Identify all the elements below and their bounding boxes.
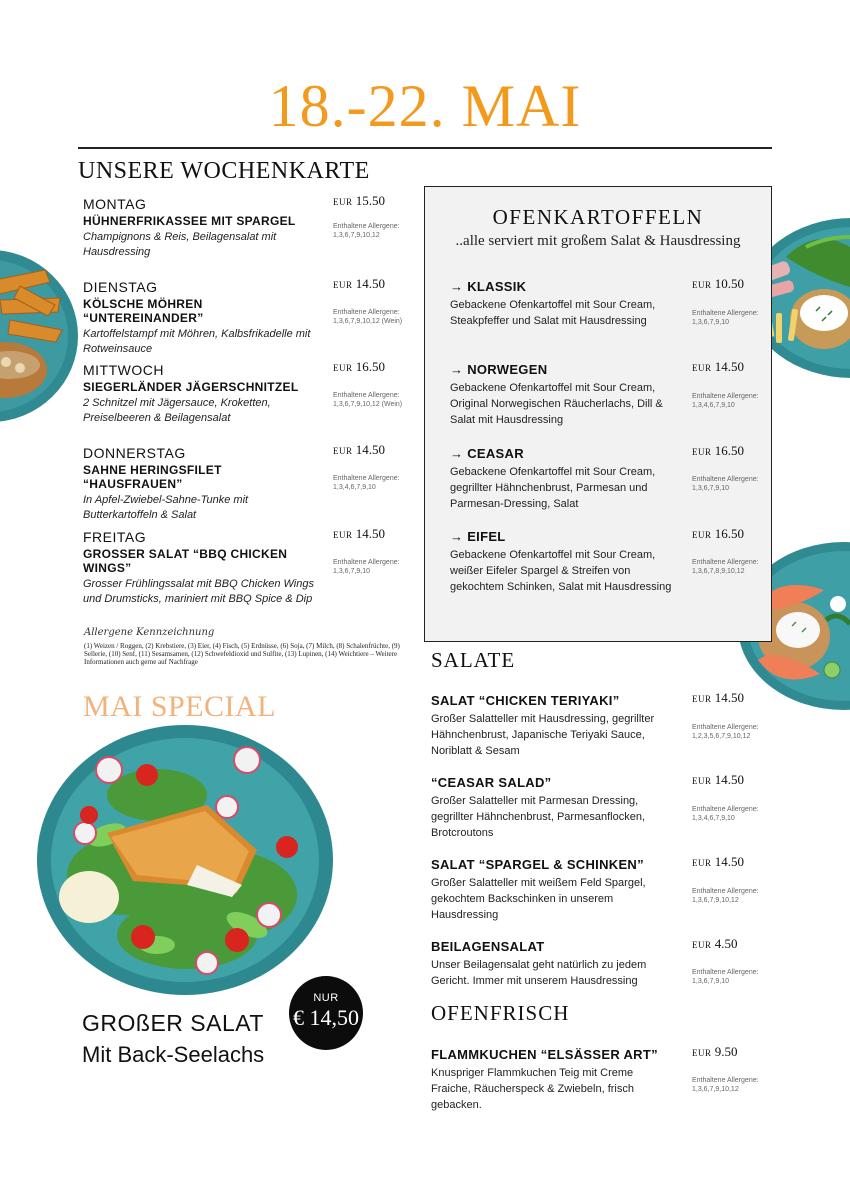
salat-item-name: BEILAGENSALAT xyxy=(431,939,545,954)
price-klassik: EUR 10.50 xyxy=(692,276,744,291)
allergen-legend-text: (1) Weizen / Roggen, (2) Krebstiere, (3) Eier, (4) Fisch, (5) Erdnüsse, (6) Soja, (7) Milch, (8) Schalenfrüchte, (9) Sellerie, (10) Senf, (11) Sesamsamen, (12) Schwefeldioxid und Sulfite, (13) Lupinen, (14) Weichtiere – Weitere Informationen auch gerne auf Nachfrage xyxy=(84,642,400,666)
allergens-flammkuchen: Enthaltene Allergene: 1,3,6,7,9,10,12 xyxy=(692,1077,759,1093)
allergens-dienstag: Enthaltene Allergene: 1,3,6,7,9,10,12 (Wein) xyxy=(333,309,403,325)
price-spargel: EUR 14.50 xyxy=(692,854,744,869)
badge-label: NUR xyxy=(313,992,339,1004)
day-name: FREITAG xyxy=(83,529,147,545)
salate-heading: SALATE xyxy=(431,648,516,672)
price-eifel: EUR 16.50 xyxy=(692,526,744,541)
ofenfrisch-heading: OFENFRISCH xyxy=(431,1001,570,1025)
mai-special-plate-image xyxy=(37,725,333,995)
allergens-montag: Enthaltene Allergene: 1,3,6,7,9,10,12 xyxy=(333,223,400,239)
dish-name: SAHNE HERINGSFILET “HAUSFRAUEN” xyxy=(83,463,222,491)
price-freitag: EUR 14.50 xyxy=(333,526,385,541)
ofen-item-description: Gebackene Ofenkartoffel mit Sour Cream, Original Norwegischen Räucherlachs, Dill & Salat mit Hausdressing xyxy=(450,382,663,426)
allergens-mittwoch: Enthaltene Allergene: 1,3,6,7,9,10,12 (Wein) xyxy=(333,392,403,408)
ofenkartoffeln-subtitle: ..alle serviert mit großem Salat & Hausdressing xyxy=(455,233,741,249)
salat-item-name: SALAT “CHICKEN TERIYAKI” xyxy=(431,693,620,708)
dish-description: 2 Schnitzel mit Jägersauce, Kroketten, Preiselbeeren & Beilagensalat xyxy=(83,397,271,424)
allergens-norwegen: Enthaltene Allergene: 1,3,4,6,7,9,10 xyxy=(692,393,759,409)
ofen-item-norwegen xyxy=(450,362,685,428)
ofen-item-name: → CEASAR xyxy=(450,446,524,461)
allergens-eifel: Enthaltene Allergene: 1,3,6,7,8,9,10,12 xyxy=(692,559,759,575)
dish-name: GROSSER SALAT “BBQ CHICKEN WINGS” xyxy=(83,547,288,575)
day-name: DONNERSTAG xyxy=(83,445,186,461)
menu-item-donnerstag xyxy=(83,445,323,523)
allergens-donnerstag: Enthaltene Allergene: 1,3,4,6,7,9,10 xyxy=(333,475,400,491)
potato-wedges-plate-image xyxy=(0,250,80,422)
salat-item-beilagensalat xyxy=(431,939,661,989)
allergens-ceasar: Enthaltene Allergene: 1,3,6,7,9,10 xyxy=(692,476,759,492)
ofenfrisch-item-name: FLAMMKUCHEN “ELSÄSSER ART” xyxy=(431,1047,658,1062)
allergens-freitag: Enthaltene Allergene: 1,3,6,7,9,10 xyxy=(333,559,400,575)
ofen-item-description: Gebackene Ofenkartoffel mit Sour Cream, gegrillter Hähnchenbrust, Parmesan und Parmesan-Dressing, Salat xyxy=(450,466,656,510)
price-beilagensalat: EUR 4.50 xyxy=(692,936,738,951)
price-norwegen: EUR 14.50 xyxy=(692,359,744,374)
menu-item-dienstag xyxy=(83,279,323,357)
dish-description: Champignons & Reis, Beilagensalat mit Hausdressing xyxy=(83,231,277,258)
menu-item-mittwoch xyxy=(83,362,323,426)
allergens-teriyaki: Enthaltene Allergene: 1,2,3,5,6,7,9,10,12 xyxy=(692,724,759,740)
dish-description: In Apfel-Zwiebel-Sahne-Tunke mit Butterkartoffeln & Salat xyxy=(83,494,249,521)
dish-name: HÜHNERFRIKASSEE MIT SPARGEL xyxy=(83,214,296,228)
salat-item-spargel xyxy=(431,857,661,923)
salat-item-description: Unser Beilagensalat geht natürlich zu jedem Gericht. Immer mit unserem Hausdressing xyxy=(431,959,647,987)
price-ceasar: EUR 16.50 xyxy=(692,443,744,458)
week-menu-heading: UNSERE WOCHENKARTE xyxy=(78,158,370,184)
price-flammkuchen: EUR 9.50 xyxy=(692,1044,738,1059)
salat-item-teriyaki xyxy=(431,693,661,759)
special-price-badge xyxy=(289,976,363,1050)
dish-name: KÖLSCHE MÖHREN “UNTEREINANDER” xyxy=(83,297,204,325)
menu-item-freitag xyxy=(83,529,323,607)
allergens-ceasar-salad: Enthaltene Allergene: 1,3,4,6,7,9,10 xyxy=(692,806,759,822)
ofenfrisch-item-description: Knuspriger Flammkuchen Teig mit Creme Fraiche, Räucherspeck & Zwiebeln, frisch gebacken. xyxy=(431,1067,634,1111)
ofen-item-description: Gebackene Ofenkartoffel mit Sour Cream, weißer Eifeler Spargel & Streifen von gekochtem Schinken, Salat mit Hausdressing xyxy=(450,549,672,593)
allergens-klassik: Enthaltene Allergene: 1,3,6,7,9,10 xyxy=(692,310,759,326)
salat-item-description: Großer Salatteller mit Parmesan Dressing, gegrillter Hähnchenbrust, Parmesanflocken, Brotcroutons xyxy=(431,795,646,839)
special-dish-subtitle: Mit Back-Seelachs xyxy=(82,1042,265,1067)
price-ceasar-salad: EUR 14.50 xyxy=(692,772,744,787)
salat-item-description: Großer Salatteller mit Hausdressing, gegrillter Hähnchenbrust, Japanische Teriyaki Sauce, Noriblatt & Sesam xyxy=(431,713,655,757)
badge-price: € 14,50 xyxy=(293,1005,359,1030)
ofenfrisch-item-flammkuchen xyxy=(431,1047,661,1113)
ofen-item-description: Gebackene Ofenkartoffel mit Sour Cream, Steakpfeffer und Salat mit Hausdressing xyxy=(450,299,656,327)
dish-description: Kartoffelstampf mit Möhren, Kalbsfrikadelle mit Rotweinsauce xyxy=(83,328,311,355)
day-name: DIENSTAG xyxy=(83,279,158,295)
ofen-item-name: → EIFEL xyxy=(450,529,506,544)
dish-description: Grosser Frühlingssalat mit BBQ Chicken Wings und Drumsticks, mariniert mit BBQ Spice & Dip xyxy=(83,578,314,605)
price-donnerstag: EUR 14.50 xyxy=(333,442,385,457)
price-montag: EUR 15.50 xyxy=(333,193,385,208)
ofenkartoffeln-title: OFENKARTOFFELN xyxy=(492,205,704,229)
salat-item-description: Großer Salatteller mit weißem Feld Spargel, gekochtem Backschinken in unserem Hausdressing xyxy=(431,877,646,921)
day-name: MITTWOCH xyxy=(83,362,164,378)
price-teriyaki: EUR 14.50 xyxy=(692,690,744,705)
ofen-item-klassik xyxy=(450,279,685,329)
allergens-spargel: Enthaltene Allergene: 1,3,6,7,9,10,12 xyxy=(692,888,759,904)
day-name: MONTAG xyxy=(83,196,147,212)
price-mittwoch: EUR 16.50 xyxy=(333,359,385,374)
allergens-beilagensalat: Enthaltene Allergene: 1,3,6,7,9,10 xyxy=(692,969,759,985)
salat-item-name: “CEASAR SALAD” xyxy=(431,775,552,790)
header-divider xyxy=(78,147,772,149)
mai-special-heading: MAI SPECIAL xyxy=(83,690,277,723)
price-dienstag: EUR 14.50 xyxy=(333,276,385,291)
ofen-item-name: → NORWEGEN xyxy=(450,362,548,377)
dish-name: SIEGERLÄNDER JÄGERSCHNITZEL xyxy=(83,380,299,394)
ofen-item-name: → KLASSIK xyxy=(450,279,527,294)
menu-item-montag xyxy=(83,196,323,260)
allergen-legend-title: Allergene Kennzeichnung xyxy=(84,627,215,638)
special-dish-name: GROßER SALAT xyxy=(82,1010,264,1036)
ofen-item-ceasar xyxy=(450,446,685,512)
salat-item-ceasar xyxy=(431,775,661,841)
salat-item-name: SALAT “SPARGEL & SCHINKEN” xyxy=(431,857,644,872)
ofen-item-eifel xyxy=(450,529,685,595)
page-title: 18.-22. MAI xyxy=(268,73,582,139)
